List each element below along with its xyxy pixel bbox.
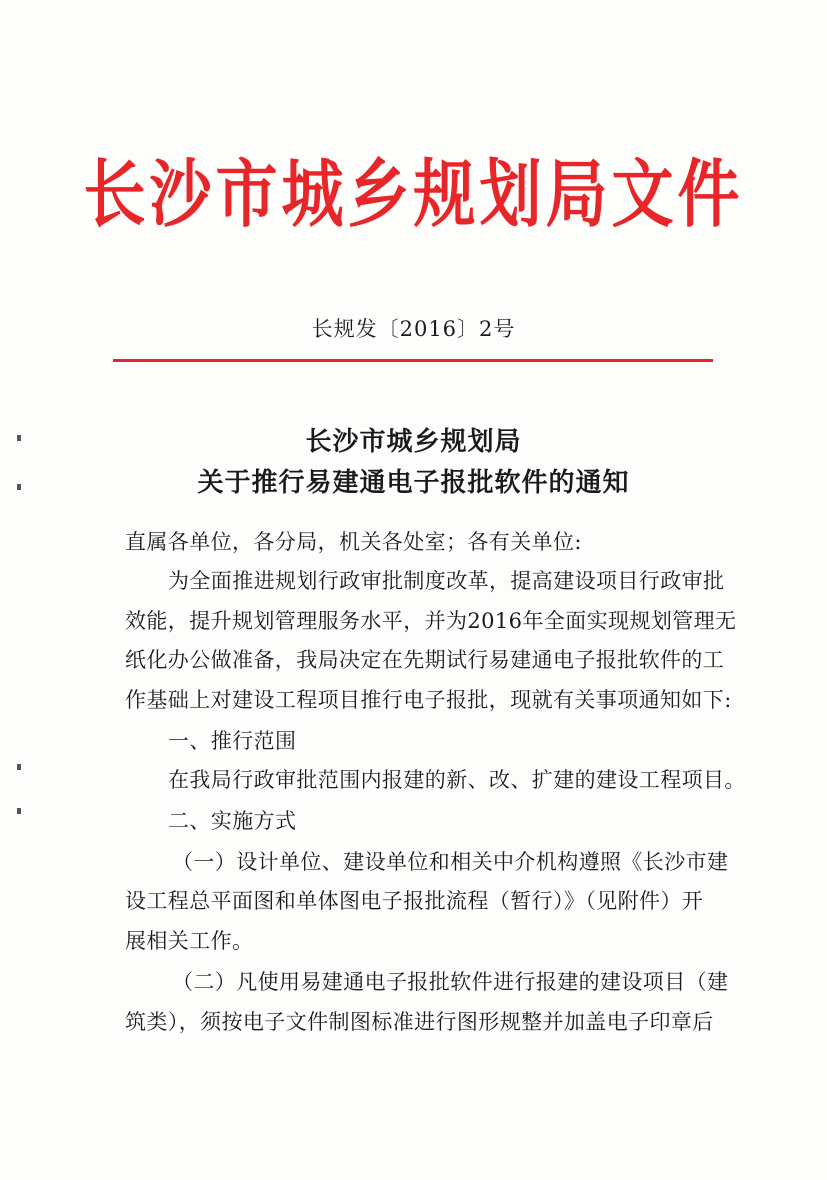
scan-margin-mark (17, 808, 21, 814)
scan-margin-mark (17, 764, 21, 770)
item-2-line-2: 筑类），须按电子文件制图标准进行图形规整并加盖电子印章后 (125, 1010, 714, 1034)
scan-margin-mark (17, 435, 21, 441)
document-number: 长规发〔2016〕2号 (311, 317, 516, 341)
scan-margin-mark (17, 484, 21, 490)
notice-title-line-1: 长沙市城乡规划局 (305, 427, 522, 457)
salutation: 直属各单位，各分局，机关各处室；各有关单位: (125, 530, 582, 554)
red-separator-line (113, 359, 713, 362)
item-1-line-2: 设工程总平面图和单体图电子报批流程（暂行）》（见附件）开 (125, 889, 704, 913)
intro-line-3: 纸化办公做准备，我局决定在先期试行易建通电子报批软件的工 (125, 648, 725, 672)
notice-title-line-2: 关于推行易建通电子报批软件的通知 (197, 468, 630, 498)
intro-line-4: 作基础上对建设工程项目推行电子报批，现就有关事项通知如下: (125, 688, 732, 712)
section-1-heading: 一、推行范围 (168, 729, 297, 753)
intro-line-2: 效能，提升规划管理服务水平，并为2016年全面实现规划管理无 (125, 609, 737, 633)
section-1-text: 在我局行政审批范围内报建的新、改、扩建的建设工程项目。 (168, 768, 746, 792)
item-1-line-1: （一）设计单位、建设单位和相关中介机构遵照《长沙市建 (172, 850, 729, 874)
item-1-line-3: 展相关工作。 (125, 929, 254, 953)
intro-line-1: 为全面推进规划行政审批制度改革，提高建设项目行政审批 (168, 569, 725, 593)
item-2-line-1: （二）凡使用易建通电子报批软件进行报建的建设项目（建 (172, 970, 729, 994)
issuer-header-title: 长沙市城乡规划局文件 (83, 150, 744, 238)
section-2-heading: 二、实施方式 (168, 809, 297, 833)
